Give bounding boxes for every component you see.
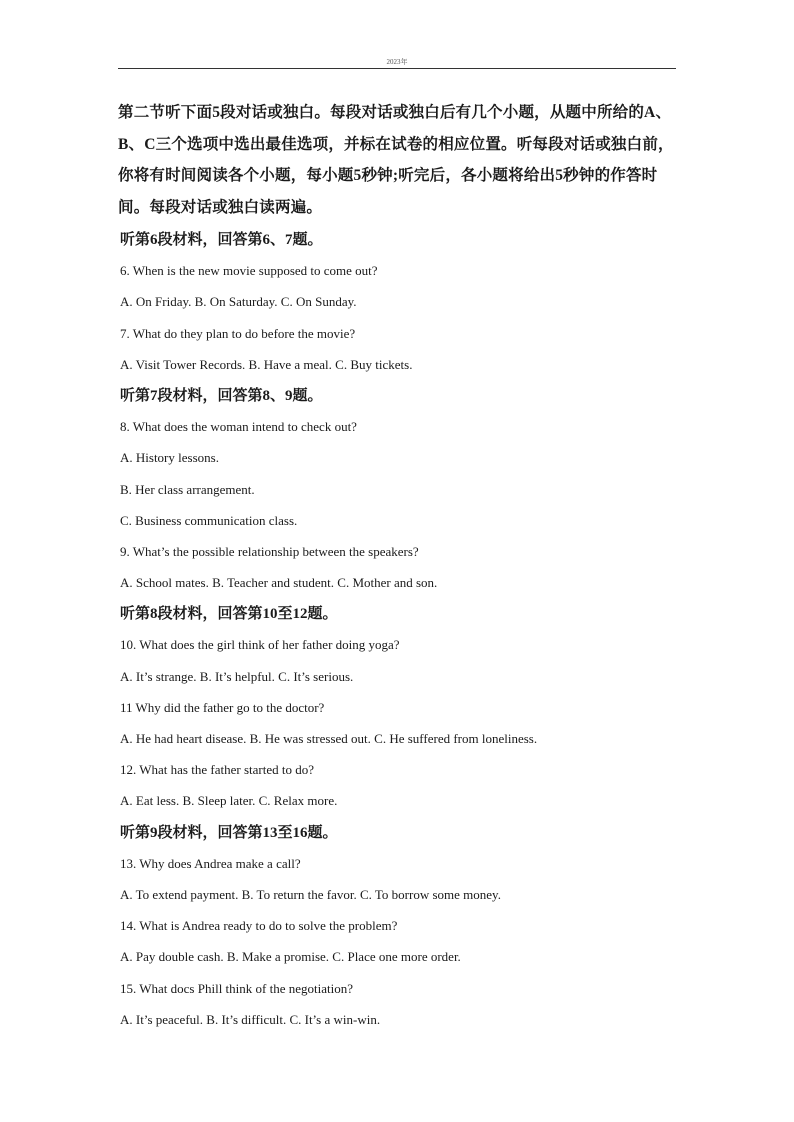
intro-line: B、C三个选项中选出最佳选项，并标在试卷的相应位置。听每段对话或独白前， — [118, 135, 674, 153]
answer-option: A. History lessons. — [120, 450, 219, 466]
answer-options: A. School mates. B. Teacher and student. C. Mother and son. — [120, 575, 438, 591]
material-heading: 听第6段材料，回答第6、7题。 — [120, 232, 323, 248]
answer-options: A. He had heart disease. B. He was stressed out. C. He suffered from loneliness. — [120, 731, 538, 746]
question-text: 9. What’s the possible relationship between the speakers? — [120, 543, 419, 559]
question-text: 11 Why did the father go to the doctor? — [120, 699, 325, 715]
question-text: 15. What docs Phill think of the negotiation? — [120, 980, 354, 996]
question-text: 10. What does the girl think of her father doing yoga? — [120, 637, 400, 653]
question-text: 14. What is Andrea ready to do to solve the problem? — [120, 918, 398, 934]
answer-options: A. On Friday. B. On Saturday. C. On Sunday. — [120, 294, 357, 310]
answer-options: A. Eat less. B. Sleep later. C. Relax more. — [120, 793, 338, 809]
answer-options: A. It’s strange. B. It’s helpful. C. It’s serious. — [120, 668, 354, 684]
question-text: 13. Why does Andrea make a call? — [120, 855, 301, 871]
answer-option: C. Business communication class. — [120, 512, 298, 528]
question-text: 12. What has the father started to do? — [120, 762, 314, 778]
questions-list — [120, 229, 680, 1040]
intro-line: 第二节听下面5段对话或独白。每段对话或独白后有几个小题，从题中所给的A、 — [118, 104, 672, 121]
section-intro — [118, 97, 678, 223]
answer-options: A. It’s peaceful. B. It’s difficult. C. It’s a win-win. — [120, 1011, 381, 1027]
question-text: 8. What does the woman intend to check out? — [120, 419, 357, 435]
material-heading: 听第7段材料，回答第8、9题。 — [120, 387, 323, 404]
question-text: 7. What do they plan to do before the movie? — [120, 325, 356, 341]
question-text: 6. When is the new movie supposed to come out? — [120, 263, 378, 279]
answer-options: A. To extend payment. B. To return the favor. C. To borrow some money. — [120, 886, 501, 902]
answer-option: B. Her class arrangement. — [120, 481, 255, 497]
material-heading: 听第9段材料，回答第13至16题。 — [120, 824, 338, 841]
intro-line: 间。每段对话或独白读两遍。 — [118, 198, 323, 216]
header-divider — [118, 68, 676, 69]
intro-line: 你将有时间阅读各个小题，每小题5秒钟;听完后，各小题将给出5秒钟的作答时 — [118, 167, 658, 184]
page-header: 2023年 — [386, 58, 408, 66]
answer-options: A. Visit Tower Records. B. Have a meal. C. Buy tickets. — [120, 356, 413, 372]
answer-options: A. Pay double cash. B. Make a promise. C. Place one more order. — [120, 949, 461, 965]
material-heading: 听第8段材料，回答第10至12题。 — [120, 606, 338, 623]
